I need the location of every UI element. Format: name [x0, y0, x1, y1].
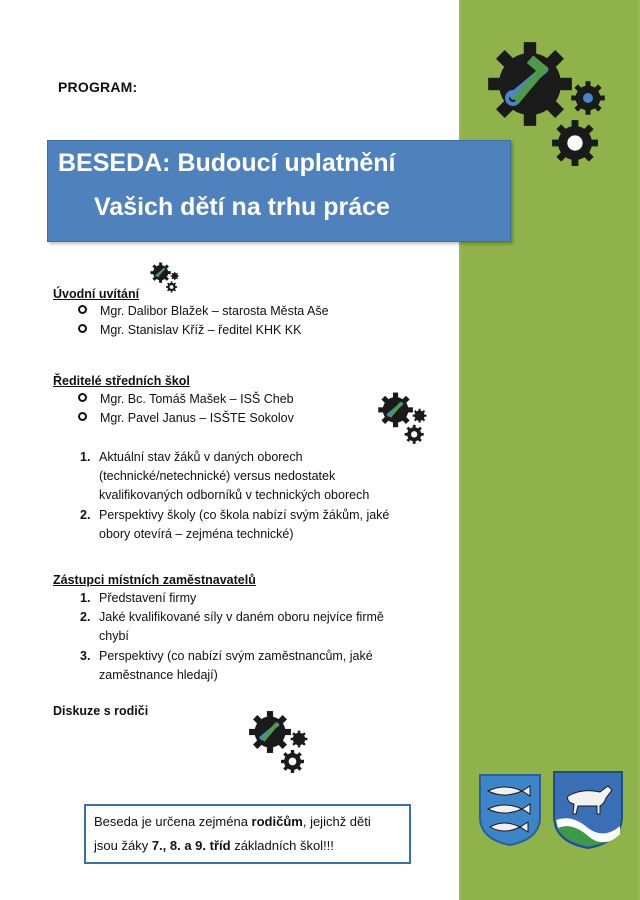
welcome-heading: Úvodní uvítání	[53, 287, 140, 301]
coat-of-arms-horse-icon	[552, 770, 624, 850]
title-line-2: Vašich dětí na trhu práce	[94, 193, 390, 221]
bullet-icon	[78, 412, 87, 421]
directors-topic-1: 1. Aktuální stav žáků v daných oborech (technické/netechnické) versus nedostatek kvalifikovaných odborníků v technických oborech	[80, 450, 370, 502]
gears-logo-large-icon	[478, 36, 618, 176]
employers-topic-3: 3. Perspektivy (co nabízí svým zaměstnancům, jaké zaměstnance hledají)	[80, 649, 373, 682]
bullet-icon	[78, 305, 87, 314]
target-audience-note: Beseda je určena zejména rodičům, jejichž děti jsou žáky 7., 8. a 9. tříd základních škol!!!	[84, 804, 411, 864]
program-label: PROGRAM:	[58, 79, 138, 95]
welcome-item: Mgr. Stanislav Kříž – ředitel KHK KK	[78, 323, 301, 337]
welcome-item: Mgr. Dalibor Blažek – starosta Města Aše	[78, 304, 329, 318]
bullet-icon	[78, 393, 87, 402]
coat-of-arms-fish-icon	[478, 773, 542, 847]
employers-topic-2: 2. Jaké kvalifikované síly v daném oboru nejvíce firmě chybí	[80, 610, 384, 643]
employers-topic-1: 1. Představení firmy	[80, 591, 197, 605]
gears-icon-medium-2	[244, 708, 314, 778]
directors-topic-2: 2. Perspektivy školy (co škola nabízí svým žákům, jaké obory otevírá – zejména technické)	[80, 508, 390, 541]
title-banner	[47, 140, 511, 242]
title-line-1: BESEDA: Budoucí uplatnění	[58, 149, 396, 177]
discussion-heading: Diskuze s rodiči	[53, 704, 149, 718]
bullet-icon	[78, 324, 87, 333]
directors-heading: Ředitelé středních škol	[53, 374, 190, 388]
directors-item: Mgr. Pavel Janus – ISŠTE Sokolov	[78, 411, 294, 425]
directors-item: Mgr. Bc. Tomáš Mašek – ISŠ Cheb	[78, 392, 294, 406]
employers-heading: Zástupci místních zaměstnavatelů	[53, 573, 256, 587]
gears-icon-small-1	[147, 261, 183, 295]
gears-icon-medium-1	[374, 390, 432, 448]
